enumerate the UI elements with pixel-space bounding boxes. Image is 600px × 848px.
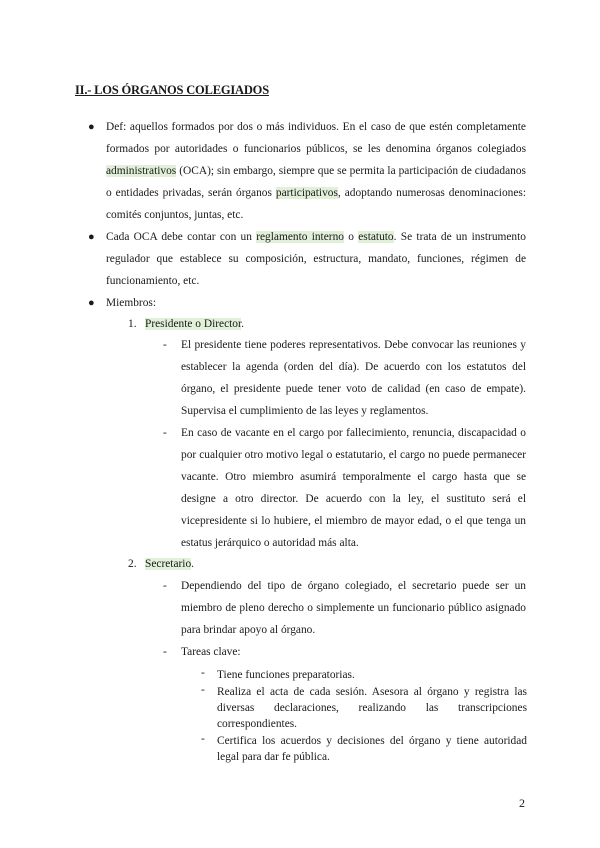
page-number: 2: [519, 796, 525, 810]
dash-icon: -: [201, 733, 205, 745]
dash-icon: -: [163, 339, 167, 351]
dash-icon: -: [163, 427, 167, 439]
bullet-icon: ●: [88, 121, 95, 133]
bullet-icon: ●: [88, 231, 95, 243]
member-1-heading: [145, 318, 244, 330]
definition-paragraph: [106, 116, 526, 226]
highlight-estatuto: estatuto: [358, 231, 394, 243]
dash-icon: -: [163, 580, 167, 592]
oca-text-c: . Se trata de un instrumento regulador que establece su composición, estructura, mandato, funciones, régimen de funcionamiento, etc.: [106, 231, 526, 287]
highlight-presidente: Presidente o Director: [145, 318, 242, 330]
definition-text-b: (OCA); sin embargo, siempre que se permita la participación de ciudadanos o entidades privadas, serán órganos: [106, 165, 526, 199]
member-1-number: 1.: [128, 318, 137, 330]
member-2-heading: [145, 558, 194, 570]
secretario-point-1: Dependiendo del tipo de órgano colegiado, el secretario puede ser un miembro de pleno derecho o simplemente un funcionario público asignado para brindar apoyo al órgano.: [181, 580, 526, 636]
members-label: Miembros:: [106, 297, 156, 309]
section-title: II.- LOS ÓRGANOS COLEGIADOS: [75, 83, 269, 97]
definition-text-a: Def: aquellos formados por dos o más individuos. En el caso de que estén completamente formados por autoridades o funcionarios públicos, se les denomina órganos colegiados: [106, 121, 526, 155]
member-2-number: 2.: [128, 558, 137, 570]
task-3: Certifica los acuerdos y decisiones del órgano y tiene autoridad legal para dar fe pública.: [217, 735, 527, 763]
presidente-point-2: En caso de vacante en el cargo por fallecimiento, renuncia, discapacidad o por cualquier otro motivo legal o estatutario, el cargo no puede permanecer vacante. Otro miembro asumirá temporalmente el cargo hasta que se designe a otro director. De acuerdo con la ley, el sustituto será el vicepresidente si lo hubiere, el miembro de mayor edad, o el que tenga un estatus jerárquico o autoridad más alta.: [181, 427, 526, 549]
bullet-icon: ●: [88, 297, 95, 309]
member-1-heading-punct: .: [241, 318, 245, 330]
dash-icon: -: [201, 684, 205, 696]
dash-icon: -: [163, 646, 167, 658]
oca-paragraph: [106, 226, 526, 292]
highlight-participativos: participativos: [275, 187, 338, 199]
secretario-point-2: Tareas clave:: [181, 646, 241, 658]
highlight-administrativos: administrativos: [106, 165, 177, 177]
presidente-point-1: El presidente tiene poderes representativos. Debe convocar las reuniones y establecer la agenda (orden del día). De acuerdo con los estatutos del órgano, el presidente puede tener voto de calidad (en caso de empate). Supervisa el cumplimiento de las leyes y reglamentos.: [181, 339, 526, 417]
oca-text-a: Cada OCA debe contar con un: [106, 231, 257, 243]
task-2: Realiza el acta de cada sesión. Asesora al órgano y registra las diversas declaraciones, realizando las transcripciones correspondientes.: [217, 686, 527, 730]
highlight-reglamento-interno: reglamento interno: [256, 231, 344, 243]
highlight-secretario: Secretario: [145, 558, 192, 570]
member-2-heading-punct: .: [191, 558, 195, 570]
dash-icon: -: [201, 667, 205, 679]
definition-text-c: , adoptando numerosas denominaciones: comités conjuntos, juntas, etc.: [106, 187, 526, 221]
oca-text-b: o: [343, 231, 359, 243]
task-1: Tiene funciones preparatorias.: [217, 669, 355, 681]
